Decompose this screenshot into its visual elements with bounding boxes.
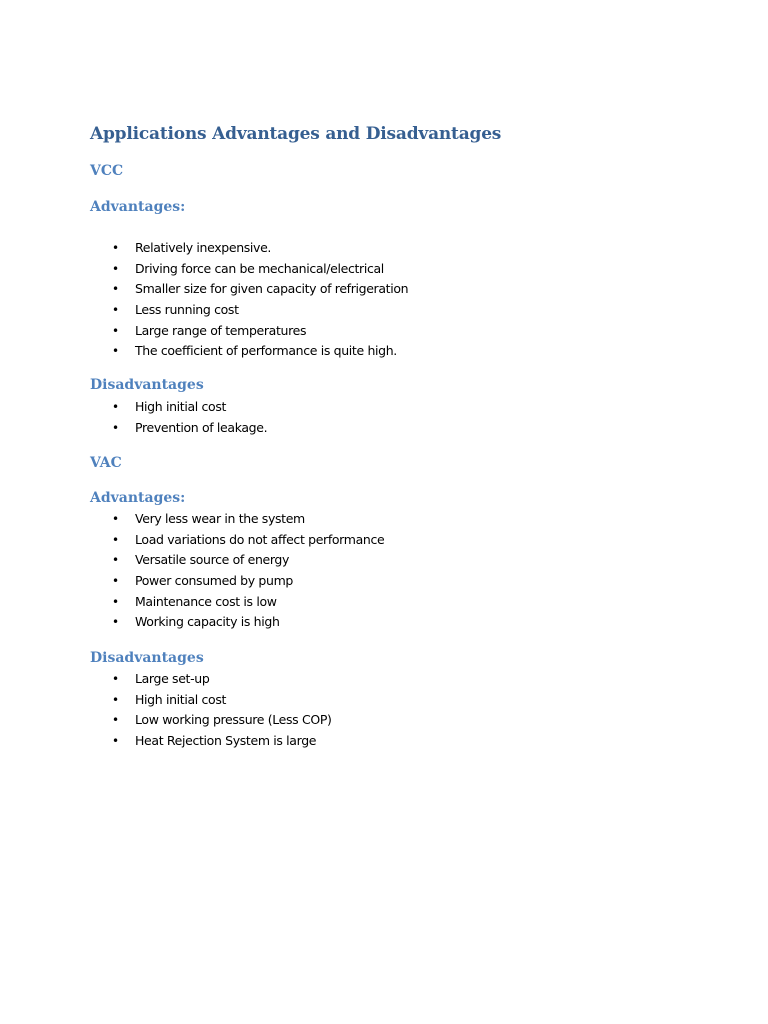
section-heading-vcc: VCC bbox=[90, 163, 124, 179]
list-item: • Maintenance cost is low bbox=[90, 592, 384, 613]
vcc-disadvantages-list bbox=[90, 397, 267, 438]
vcc-advantages-heading: Advantages: bbox=[90, 199, 186, 215]
vcc-advantages-list bbox=[90, 238, 408, 362]
list-item: • Load variations do not affect performance bbox=[90, 530, 384, 551]
document-title: Applications Advantages and Disadvantages bbox=[90, 124, 502, 144]
list-item: • Prevention of leakage. bbox=[90, 418, 267, 439]
list-item: • Heat Rejection System is large bbox=[90, 731, 332, 752]
bullet-icon: • bbox=[112, 532, 119, 547]
bullet-icon: • bbox=[112, 303, 119, 318]
list-item: • Less running cost bbox=[90, 300, 408, 321]
vac-disadvantages-list bbox=[90, 669, 332, 752]
list-item: • The coefficient of performance is quite high. bbox=[90, 341, 408, 362]
bullet-icon: • bbox=[112, 594, 119, 609]
list-item: • Versatile source of energy bbox=[90, 550, 384, 571]
bullet-icon: • bbox=[112, 553, 119, 568]
vac-disadvantages-heading: Disadvantages bbox=[90, 650, 204, 666]
list-item: • Smaller size for given capacity of refrigeration bbox=[90, 279, 408, 300]
section-heading-vac: VAC bbox=[90, 455, 122, 471]
bullet-icon: • bbox=[112, 241, 119, 255]
list-item: • High initial cost bbox=[90, 690, 332, 711]
list-item: • Large range of temperatures bbox=[90, 321, 408, 342]
bullet-icon: • bbox=[112, 672, 119, 686]
bullet-icon: • bbox=[112, 512, 119, 526]
list-item: • Large set-up bbox=[90, 669, 332, 690]
bullet-icon: • bbox=[112, 574, 119, 589]
bullet-icon: • bbox=[112, 713, 119, 728]
list-item: • Working capacity is high bbox=[90, 612, 384, 633]
bullet-icon: • bbox=[112, 615, 119, 630]
bullet-icon: • bbox=[112, 420, 119, 435]
bullet-icon: • bbox=[112, 734, 119, 749]
bullet-icon: • bbox=[112, 400, 119, 414]
vac-advantages-heading: Advantages: bbox=[90, 490, 186, 506]
bullet-icon: • bbox=[112, 344, 119, 359]
bullet-icon: • bbox=[112, 282, 119, 297]
bullet-icon: • bbox=[112, 261, 119, 276]
list-item: • Driving force can be mechanical/electrical bbox=[90, 259, 408, 280]
list-item: • High initial cost bbox=[90, 397, 267, 418]
bullet-icon: • bbox=[112, 692, 119, 707]
bullet-icon: • bbox=[112, 323, 119, 338]
list-item: • Relatively inexpensive. bbox=[90, 238, 408, 259]
list-item: • Power consumed by pump bbox=[90, 571, 384, 592]
list-item: • Low working pressure (Less COP) bbox=[90, 710, 332, 731]
vac-advantages-list bbox=[90, 509, 384, 633]
vcc-disadvantages-heading: Disadvantages bbox=[90, 377, 204, 393]
list-item: • Very less wear in the system bbox=[90, 509, 384, 530]
